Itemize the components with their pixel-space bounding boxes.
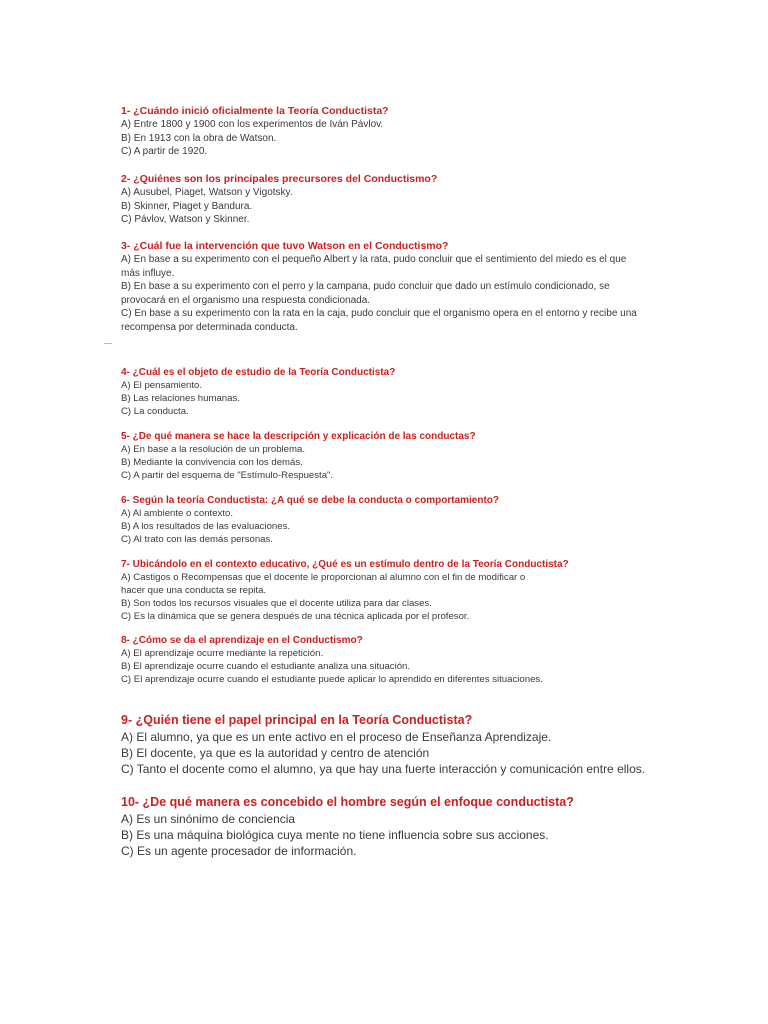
question-6-option-c: C) Al trato con las demás personas.	[121, 534, 273, 545]
question-6-option-a: A) Al ambiente o contexto.	[121, 508, 233, 519]
question-2-title: 2- ¿Quiénes son los principales precursores del Conductismo?	[121, 173, 438, 185]
question-3-option-a: A) En base a su experimento con el pequeño Albert y la rata, pudo concluir que el sentimiento del miedo es el que más influye.	[121, 254, 627, 279]
question-1-title: 1- ¿Cuándo inició oficialmente la Teoría Conductista?	[121, 105, 389, 117]
question-2-option-a: A) Ausubel, Piaget, Watson y Vigotsky.	[121, 187, 293, 198]
question-7-option-b: B) Son todos los recursos visuales que el docente utiliza para dar clases.	[121, 598, 432, 609]
question-9-option-c: C) Tanto el docente como el alumno, ya que hay una fuerte interacción y comunicación entre ellos.	[121, 762, 646, 776]
question-9-title: 9- ¿Quién tiene el papel principal en la Teoría Conductista?	[121, 713, 473, 727]
question-6	[121, 494, 741, 546]
question-6-option-b: B) A los resultados de las evaluaciones.	[121, 521, 291, 532]
question-10-option-b: B) Es una máquina biológica cuya mente no tiene influencia sobre sus acciones.	[121, 828, 549, 842]
question-10-title: 10- ¿De qué manera es concebido el hombre según el enfoque conductista?	[121, 795, 574, 809]
question-10-option-c: C) Es un agente procesador de información.	[121, 844, 357, 858]
question-8-option-c: C) El aprendizaje ocurre cuando el estudiante puede aplicar lo aprendido en diferentes situaciones.	[121, 674, 543, 685]
question-4-option-b: B) Las relaciones humanas.	[121, 393, 240, 404]
question-9-option-a: A) El alumno, ya que es un ente activo en el proceso de Enseñanza Aprendizaje.	[121, 730, 552, 744]
question-7	[121, 558, 741, 623]
question-4	[121, 366, 741, 418]
question-3-option-c: C) En base a su experimento con la rata en la caja, pudo concluir que el organismo opera en el entorno y recibe una recompensa por determinada conducta.	[121, 308, 637, 333]
question-2	[121, 172, 741, 227]
question-3	[121, 239, 741, 335]
question-5-option-a: A) En base a la resolución de un problema.	[121, 444, 305, 455]
question-4-title: 4- ¿Cuál es el objeto de estudio de la Teoría Conductista?	[121, 367, 396, 378]
question-2-option-b: B) Skinner, Piaget y Bandura.	[121, 200, 253, 212]
question-7-option-a: A) Castigos o Recompensas que el docente le proporcionan al alumno con el fin de modificar o hacer que una conducta se repita.	[121, 572, 526, 596]
question-1-option-c: C) A partir de 1920.	[121, 146, 208, 158]
question-8	[121, 634, 741, 686]
question-1	[121, 104, 741, 159]
question-8-option-b: B) El aprendizaje ocurre cuando el estudiante analiza una situación.	[121, 661, 411, 672]
question-2-option-c: C) Pávlov, Watson y Skinner.	[121, 214, 250, 226]
question-10-option-a: A) Es un sinónimo de conciencia	[121, 812, 296, 826]
question-5	[121, 430, 741, 482]
question-7-option-c: C) Es la dinámica que se genera después de una técnica aplicada por el profesor.	[121, 611, 470, 622]
page-mark	[104, 343, 112, 344]
question-8-title: 8- ¿Cómo se da el aprendizaje en el Conductismo?	[121, 635, 363, 646]
question-7-title: 7- Ubicándolo en el contexto educativo, ¿Qué es un estímulo dentro de la Teoría Conductista?	[121, 559, 569, 570]
question-1-option-a: A) Entre 1800 y 1900 con los experimentos de Iván Pávlov.	[121, 119, 384, 130]
question-5-option-b: B) Mediante la convivencia con los demás.	[121, 457, 303, 468]
question-8-option-a: A) El aprendizaje ocurre mediante la repetición.	[121, 648, 324, 659]
question-9	[121, 712, 741, 777]
question-5-option-c: C) A partir del esquema de "Estímulo-Respuesta".	[121, 470, 334, 481]
question-9-option-b: B) El docente, ya que es la autoridad y centro de atención	[121, 746, 430, 760]
question-6-title: 6- Según la teoría Conductista: ¿A qué se debe la conducta o comportamiento?	[121, 495, 500, 506]
question-4-option-c: C) La conducta.	[121, 406, 189, 417]
question-10	[121, 794, 741, 859]
question-3-title: 3- ¿Cuál fue la intervención que tuvo Watson en el Conductismo?	[121, 240, 449, 252]
question-4-option-a: A) El pensamiento.	[121, 380, 203, 391]
question-3-option-b: B) En base a su experimento con el perro y la campana, pudo concluir que dado un estímulo condicionado, se provocará en el organismo una respuesta condicionada.	[121, 281, 610, 306]
question-1-option-b: B) En 1913 con la obra de Watson.	[121, 132, 277, 144]
question-5-title: 5- ¿De qué manera se hace la descripción y explicación de las conductas?	[121, 431, 476, 442]
